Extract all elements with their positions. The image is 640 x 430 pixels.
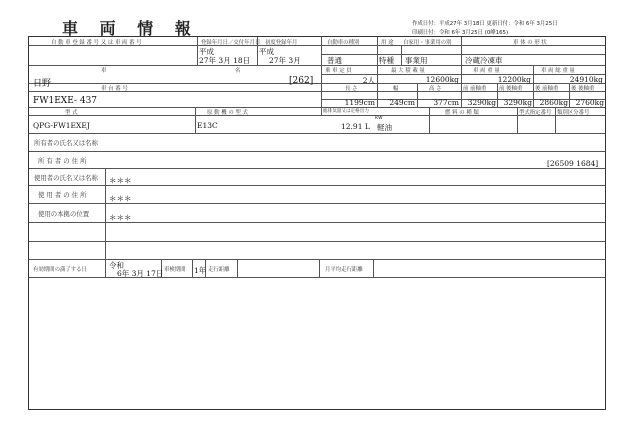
length-label: 長 さ xyxy=(345,86,358,92)
first-reg-value: 27年 3月 xyxy=(269,56,301,65)
model-label: 型 式 xyxy=(65,110,78,116)
capacity-value: 2人 xyxy=(362,76,375,85)
private-biz-label: 自家用・事業用の別 xyxy=(403,40,452,46)
private-biz-value: 事業用 xyxy=(405,56,428,65)
name-label: 名 xyxy=(235,68,241,74)
displacement-value: 12.91 L xyxy=(341,122,370,131)
usage-value: 特種 xyxy=(379,56,394,65)
base-location-value: ＊＊＊ xyxy=(109,213,132,222)
reg-date-era: 平成 xyxy=(199,47,214,56)
owner-name-label: 所有者の氏名又は名称 xyxy=(34,139,98,147)
model-designation-label: 型式指定番号 xyxy=(519,110,552,116)
user-address-label: 使 用 者 の 住 所 xyxy=(38,191,87,199)
printed-date: 印刷日付：令和 6年 3月25日 (0峰165) xyxy=(412,30,509,36)
body-shape-value: 冷蔵冷凍車 xyxy=(465,56,503,65)
mileage-label: 走行距離 xyxy=(208,267,230,273)
engine-model-label: 原 動 機 の 型 式 xyxy=(207,110,248,116)
expiry-value: 6年 3月 17日 xyxy=(117,269,164,278)
inspection-period-value: 1年 xyxy=(194,266,207,275)
width-value: 249cm xyxy=(389,98,415,107)
gross-weight-value: 24910kg xyxy=(569,75,603,84)
displacement-label: 総排気量又は定格出力 xyxy=(323,109,369,114)
first-reg-era: 平成 xyxy=(259,47,274,56)
car-type-label: 自動車の種別 xyxy=(327,40,360,46)
user-address-value: ＊＊＊ xyxy=(109,194,132,203)
width-label: 幅 xyxy=(393,86,399,92)
rr-axle-value: 2760kg xyxy=(575,98,604,107)
car-label: 車 xyxy=(101,68,107,74)
rr-axle-label: 後 後軸重 xyxy=(571,86,595,92)
user-name-value: ＊＊＊ xyxy=(109,176,132,185)
chassis-value: FW1EXE- 437 xyxy=(33,96,98,106)
ff-axle-value: 3290kg xyxy=(467,98,496,107)
gross-weight-label: 車 両 総 重 量 xyxy=(541,68,575,74)
car-type-value: 普通 xyxy=(327,56,342,65)
expiry-label: 有効期間の満了する日 xyxy=(33,267,87,273)
reg-date-label: 登録年月日／交付年月日 xyxy=(201,40,261,46)
owner-address-label: 所 有 者 の 住 所 xyxy=(38,157,87,165)
height-value: 377cm xyxy=(433,98,459,107)
document-title: 車 両 情 報 xyxy=(62,19,199,38)
reg-date-value: 27年 3月 18日 xyxy=(199,56,251,65)
displacement-unit: kw xyxy=(375,115,383,121)
avg-mileage-label: 月平均走行距離 xyxy=(325,267,363,273)
vehicle-weight-label: 車 両 重 量 xyxy=(473,68,500,74)
chassis-label: 車 台 番 号 xyxy=(101,86,128,92)
car-code-value: [262] xyxy=(289,76,314,86)
body-shape-label: 車 体 の 形 状 xyxy=(513,40,547,46)
ff-axle-label: 前 前軸重 xyxy=(463,86,487,92)
vehicle-info-form xyxy=(28,36,606,410)
engine-model-value: E13C xyxy=(197,121,218,130)
reg-no-label: 自 動 車 登 録 番 号 又 は 車 両 番 号 xyxy=(51,40,142,46)
fr-axle-value: 3290kg xyxy=(503,98,532,107)
fr-axle-label: 前 後軸重 xyxy=(499,86,523,92)
category-no-label: 類別区分番号 xyxy=(557,110,590,116)
model-value: QPG-FW1EXEJ xyxy=(33,121,90,130)
car-name-value: 日野 xyxy=(33,79,52,89)
rf-axle-label: 後 前軸重 xyxy=(535,86,559,92)
rf-axle-value: 2860kg xyxy=(539,98,568,107)
created-updated-date: 作成日付：平成27年 3月18日 更新日付：令和 6年 3月25日 xyxy=(412,21,558,27)
usage-label: 用 途 xyxy=(381,40,394,46)
expiry-era: 令和 xyxy=(109,261,124,270)
user-name-label: 使用者の氏名又は名称 xyxy=(34,174,98,182)
inspection-period-label: 車検期間 xyxy=(164,267,186,273)
fuel-label: 燃 料 の 種 類 xyxy=(445,110,479,116)
length-value: 1199cm xyxy=(344,98,375,107)
capacity-label: 乗 車 定 員 xyxy=(325,68,352,74)
max-load-label: 最 大 積 載 量 xyxy=(391,68,425,74)
vehicle-weight-value: 12200kg xyxy=(497,75,531,84)
max-load-value: 12600kg xyxy=(425,75,459,84)
owner-code-value: [26509 1684] xyxy=(547,159,599,168)
height-label: 高 さ xyxy=(429,86,442,92)
first-reg-label: 初度登録年月 xyxy=(265,40,298,46)
fuel-value: 軽油 xyxy=(377,123,392,132)
base-location-label: 使用の本拠の位置 xyxy=(38,210,90,218)
